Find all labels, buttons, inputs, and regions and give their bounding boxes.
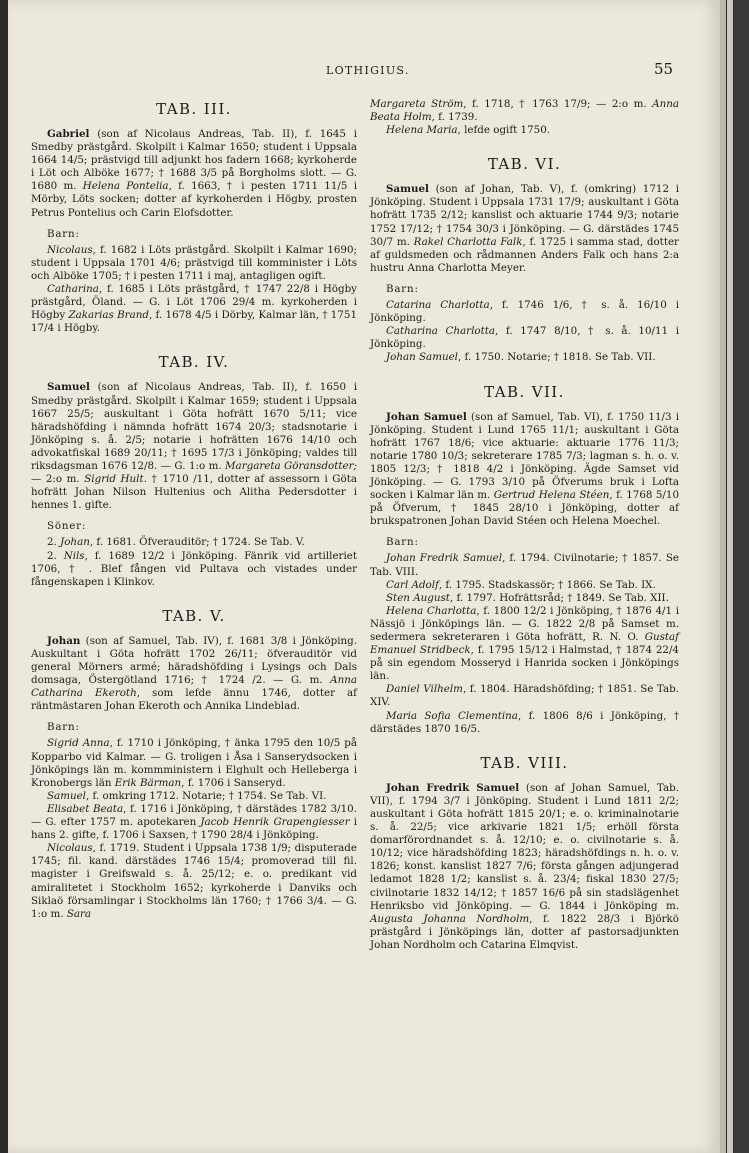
tab-heading: TAB. V. [162, 606, 226, 625]
child-entry: Helena Maria, lefde ogift 1750. [386, 124, 551, 137]
children-label: Barn: [47, 721, 80, 734]
person-name: Samuel [386, 183, 429, 196]
child-entry: Nicolaus, f. 1719. Student i Uppsala 1738 1/9; disputerade 1745; fil. kand. därstädes 1746 15/4; promoverad till fil. magister i Greifswald s. å. 25/12; e. o. predikant vid amiralitetet i Stockholm 1652; kyrkoherde i Danviks och Siklaö församlingar i Stockholms län 1760; † 1766 3/4. — G. 1:o m. Sara [31, 842, 357, 920]
tab-heading: TAB. IV. [158, 353, 230, 372]
person-name: Gabriel [47, 128, 90, 140]
child-entry: Johan Fredrik Samuel, f. 1794. Civilnotarie; † 1857. Se Tab. VIII. [370, 552, 679, 578]
entry-paragraph: Johan Samuel (son af Samuel, Tab. VI), f. 1750 11/3 i Jönköping. Student i Lund 1765 11/1; auskultant i Göta hofrätt 1767 18/6; vice aktuarie: aktuarie 1776 11/3; notarie 1780 10/3; sekreterare 1785 7/3; lagman s. h. o. v. 1805 12/3; † 1818 4/2 i Jönköping. Ägde Samset vid Jönköping. — G. 1793 3/10 på Öfverums bruk i Lofta socken i Kalmar län m. Gertrud Helena Stéen, f. 1768 5/10 på Öfverum, † 1845 28/10 i Jönköping, dotter af brukspatronen Johan David Stéen och Helena Moechel. [370, 410, 680, 528]
child-entry: Sigrid Anna, f. 1710 i Jönköping, † änka 1795 den 10/5 på Kopparbo vid Kalmar. — G. troligen i Åsa i Sanserydsocken i Jönköpings län m. kommministern i Elghult och Helleberga i Kronobergs län Erik Bärman, f. 1706 i Sanseryd. [31, 737, 357, 789]
page-number: 55 [654, 60, 674, 78]
children-label: Barn: [47, 227, 80, 240]
person-name: Samuel [47, 381, 90, 394]
child-entry: Catharina Charlotta, f. 1747 8/10, † s. å. 10/11 i Jönköping. [370, 325, 679, 351]
person-name: Johan [47, 634, 81, 647]
child-entry: Catarina Charlotta, f. 1746 1/6, † s. å. 16/10 i Jönköping. [370, 299, 679, 325]
book-page [8, 0, 720, 1153]
running-title: LOTHIGIUS. [326, 64, 410, 77]
child-entry: 2. Johan, f. 1681. Öfverauditör; † 1724. Se Tab. V. [47, 536, 305, 549]
child-entry: Nicolaus, f. 1682 i Löts prästgård. Skolpilt i Kalmar 1690; student i Uppsala 1701 4/6; prästvigd till komminister i Löts och Alböke 1705; † i pesten 1711 i maj, antagligen ogift. [31, 243, 357, 282]
children-label: Barn: [386, 536, 419, 549]
sons-label: Söner: [47, 520, 87, 533]
page-edge [727, 0, 733, 1153]
left-column [31, 98, 357, 921]
entry-paragraph: Johan (son af Samuel, Tab. IV), f. 1681 3/8 i Jönköping. Auskultant i Göta hofrätt 1702 26/11; öfverauditör vid general Mörners armé; häradshöfding i Lysings och Dals domsaga, Östergötland 1716; † 1724 /2. — G. m. Anna Catharina Ekeroth, som lefde ännu 1746, dotter af räntmästaren Johan Ekeroth och Annika Lindeblad. [31, 634, 357, 713]
child-entry: Daniel Vilhelm, f. 1804. Häradshöfding; † 1851. Se Tab. XIV. [370, 683, 680, 709]
tab-heading: TAB. VI. [487, 155, 562, 174]
continued-entry: Margareta Ström, f. 1718, † 1763 17/9; — 2:o m. Anna Beata Holm, f. 1739. [370, 98, 679, 124]
child-entry: Catharina, f. 1685 i Löts prästgård, † 1747 22/8 i Högby prästgård, Öland. — G. i Löt 1706 29/4 m. kyrkoherden i Högby Zakarias Brand, f. 1678 4/5 i Dörby, Kalmar län, † 1751 17/4 i Högby. [31, 283, 358, 335]
tab-heading: TAB. III. [156, 100, 232, 118]
child-entry: 2. Nils, f. 1689 12/2 i Jönköping. Fänrik vid artilleriet 1706, † . Blef fången vid Pultava och vistades under fångenskapen i Klinkov. [31, 549, 357, 588]
tab-heading: TAB. VIII. [480, 753, 569, 772]
child-entry: Helena Charlotta, f. 1800 12/2 i Jönköping, † 1876 4/1 i Nässjö i Jönköpings län. — G. 1822 2/8 på Samset m. sedermera sekreteraren i Göta hofrätt, R. N. O. Gustaf Emanuel Stridbeck, f. 1795 15/12 i Halmstad, † 1874 22/4 på sin egendom Mosseryd i Hanrida socken i Jönköpings län. [370, 604, 679, 683]
child-entry: Carl Adolf, f. 1795. Stadskassör; † 1866. Se Tab. IX. [386, 578, 656, 591]
running-header [8, 60, 720, 84]
right-column [370, 98, 679, 952]
person-name: Johan Fredrik Samuel [386, 781, 520, 794]
child-entry: Johan Samuel, f. 1750. Notarie; † 1818. Se Tab. VII. [386, 351, 656, 364]
page-edge [720, 0, 726, 1153]
child-entry: Samuel, f. omkring 1712. Notarie; † 1754. Se Tab. VI. [47, 789, 327, 802]
entry-paragraph: Samuel (son af Johan, Tab. V), f. (omkring) 1712 i Jönköping. Student i Uppsala 1731 17/9; auskultant i Göta hofrätt 1735 2/12; kanslist och aktuarie 1744 9/3; notarie 1752 17/12; † 1754 30/3 i Jönköping. — G. därstädes 1745 30/7 m. Rakel Charlotta Falk, f. 1725 i samma stad, dotter af guldsmeden och rådmannen Anders Falk och hans 2:a hustru Anna Charlotta Meyer. [370, 183, 679, 274]
book-spine-shadow [734, 0, 749, 1153]
person-name: Johan Samuel [386, 410, 467, 423]
entry-paragraph: Gabriel (son af Nicolaus Andreas, Tab. II), f. 1645 i Smedby prästgård. Skolpilt i Kalmar 1650; student i Uppsala 1664 14/5; prästvigd till adjunkt hos fadern 1668; kyrkoherde i Löt och Alböke 1677; † 1688 3/5 på Borgholms slott. — G. 1680 m. Helena Pontelia, f. 1663, † i pesten 1711 11/5 i Mörby, Löts socken; dotter af kyrkoherden i Högby, prosten Petrus Pontelius och Carin Elofsdotter. [31, 128, 357, 219]
child-entry: Elisabet Beata, f. 1716 i Jönköping, † därstädes 1782 3/10. — G. efter 1757 m. apotekaren Jacob Henrik Grapengiesser i hans 2. gifte, f. 1706 i Saxsen, † 1790 28/4 i Jönköping. [31, 802, 357, 842]
tab-heading: TAB. VII. [484, 382, 565, 401]
entry-paragraph: Samuel (son af Nicolaus Andreas, Tab. II), f. 1650 i Smedby prästgård. Skolpilt i Kalmar 1659; student i Uppsala 1667 25/5; auskultant i Göta hofrätt 1670 5/11; vice häradshöfding i nämnda hofrätt 1674 20/3; stadsnotarie i Jönköping s. å. 2/5; notarie i hofrätten 1676 14/10 och advokatfiskal 1689 20/11; † 1695 17/3 i Jönköping; valdes till riksdagsman 1676 12/8. — G. 1:o m. Margareta Göransdotter; — 2:o m. Sigrid Hult. † 1710 /11, dotter af assessorn i Göta hofrätt Johan Nilson Hultenius och Alitha Pedersdotter i hennes 1. gifte. [31, 381, 358, 512]
child-entry: Sten August, f. 1797. Hofrättsråd; † 1849. Se Tab. XII. [386, 591, 669, 604]
child-entry: Maria Sofia Clementina, f. 1806 8/6 i Jönköping, † därstädes 1870 16/5. [370, 709, 679, 735]
children-label: Barn: [386, 282, 419, 295]
entry-paragraph: Johan Fredrik Samuel (son af Johan Samuel, Tab. VII), f. 1794 3/7 i Jönköping. Student i Lund 1811 2/2; auskultant i Göta hofrätt 1815 20/1; e. o. kriminalnotarie s. å. 22/5; vice arkivarie 1821 1/5; erhöll första domarförordnandet s. å. 12/10; e. o. civilnotarie s. å. 10/12; vice häradshöfding 1823; häradshöfdings n. h. o. v. 1826; konst. kanslist 1827 7/6; första gången adjungerad ledamot 1828 1/2; kanslist s. å. 23/4; fiskal 1830 27/5; civilnotarie 1832 14/12; † 1857 16/6 på sin stadslägenhet Henriksbo vid Jönköping. — G. 1844 i Jönköping m. Augusta Johanna Nordholm, f. 1822 28/3 i Björkö prästgård i Jönköpings län, dotter af pastorsadjunkten Johan Nordholm och Catarina Elmqvist. [370, 781, 679, 951]
